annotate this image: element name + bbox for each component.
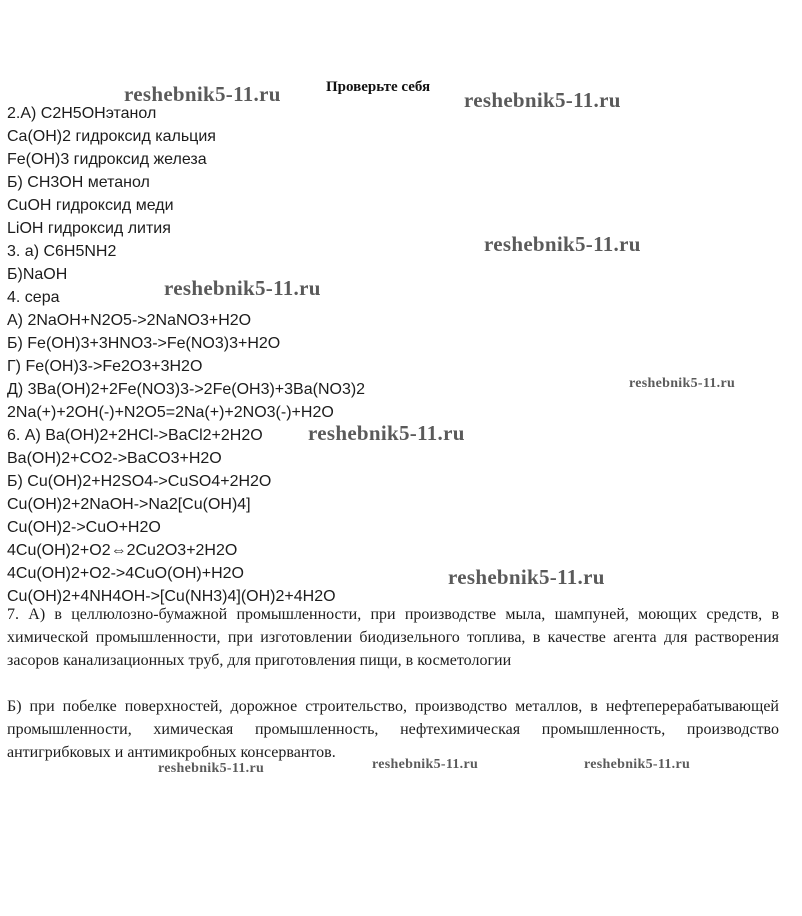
answer-line: Б) Cu(OH)2+H2SO4->CuSO4+2H2O	[7, 473, 272, 490]
watermark: reshebnik5-11.ru	[448, 565, 605, 589]
answers-list	[7, 102, 777, 608]
watermark: reshebnik5-11.ru	[158, 761, 265, 776]
answer-line: LiOH гидроксид лития	[7, 220, 171, 237]
answer-line: CuOH гидроксид меди	[7, 197, 174, 214]
watermark: reshebnik5-11.ru	[464, 88, 621, 112]
answer-7a-paragraph: 7. А) в целлюлозно-бумажной промышленности, при производстве мыла, шампуней, моющих средств, в химической промышленности, при изготовлении биодизельного топлива, в качестве агента для растворения засоров канализационных труб, для приготовления пищи, в косметологии	[7, 606, 779, 669]
answer-line: 6. А) Ba(OH)2+2HCl->BaCl2+2H2O	[7, 427, 263, 444]
answer-line: 4. сера	[7, 289, 60, 306]
answer-line: 2.А) C2H5OHэтанол	[7, 105, 157, 122]
watermark: reshebnik5-11.ru	[584, 757, 691, 772]
answer-line: Ba(OH)2+CO2->BaCO3+H2O	[7, 450, 222, 467]
watermark: reshebnik5-11.ru	[372, 757, 479, 772]
answer-line: Fe(OH)3 гидроксид железа	[7, 151, 207, 168]
page-heading: Проверьте себя	[326, 79, 431, 95]
watermark: reshebnik5-11.ru	[124, 82, 281, 106]
answer-line: 4Cu(OH)2+O2⇔2Cu2O3+2H2O	[7, 542, 238, 559]
answer-line: Cu(OH)2->CuO+H2O	[7, 519, 161, 536]
answer-line: 2Na(+)+2OH(-)+N2O5=2Na(+)+2NO3(-)+H2O	[7, 404, 334, 421]
watermark: reshebnik5-11.ru	[629, 376, 736, 391]
answer-line: Ca(OH)2 гидроксид кальция	[7, 128, 216, 145]
watermark: reshebnik5-11.ru	[484, 232, 641, 256]
answer-line: Cu(OH)2+2NaOH->Na2[Cu(OH)4]	[7, 496, 251, 513]
answer-line: 4Cu(OH)2+O2->4CuO(OH)+H2O	[7, 565, 244, 582]
answer-line: Д) 3Ba(OH)2+2Fe(NO3)3->2Fe(OH3)+3Ba(NO3)2	[7, 381, 366, 398]
answer-line: Г) Fe(OH)3->Fe2O3+3H2O	[7, 358, 203, 375]
answer-7b-paragraph: Б) при побелке поверхностей, дорожное строительство, производство металлов, в нефтеперерабатывающей промышленности, химическая промышленность, нефтехимическая промышленность, производство антигрибковых и антимикробных консервантов.	[7, 698, 779, 761]
answer-line: Б)NaOH	[7, 266, 68, 283]
answer-line: Cu(OH)2+4NH4OH->[Cu(NH3)4](OH)2+4H2O	[7, 588, 336, 605]
answer-line: А) 2NaOH+N2O5->2NaNO3+H2O	[7, 312, 252, 329]
watermark: reshebnik5-11.ru	[164, 276, 321, 300]
watermark: reshebnik5-11.ru	[308, 421, 465, 445]
answer-line: Б) CH3OH метанол	[7, 174, 150, 191]
answer-line: Б) Fe(OH)3+3HNO3->Fe(NO3)3+H2O	[7, 335, 281, 352]
answer-line: 3. а) C6H5NH2	[7, 243, 117, 260]
